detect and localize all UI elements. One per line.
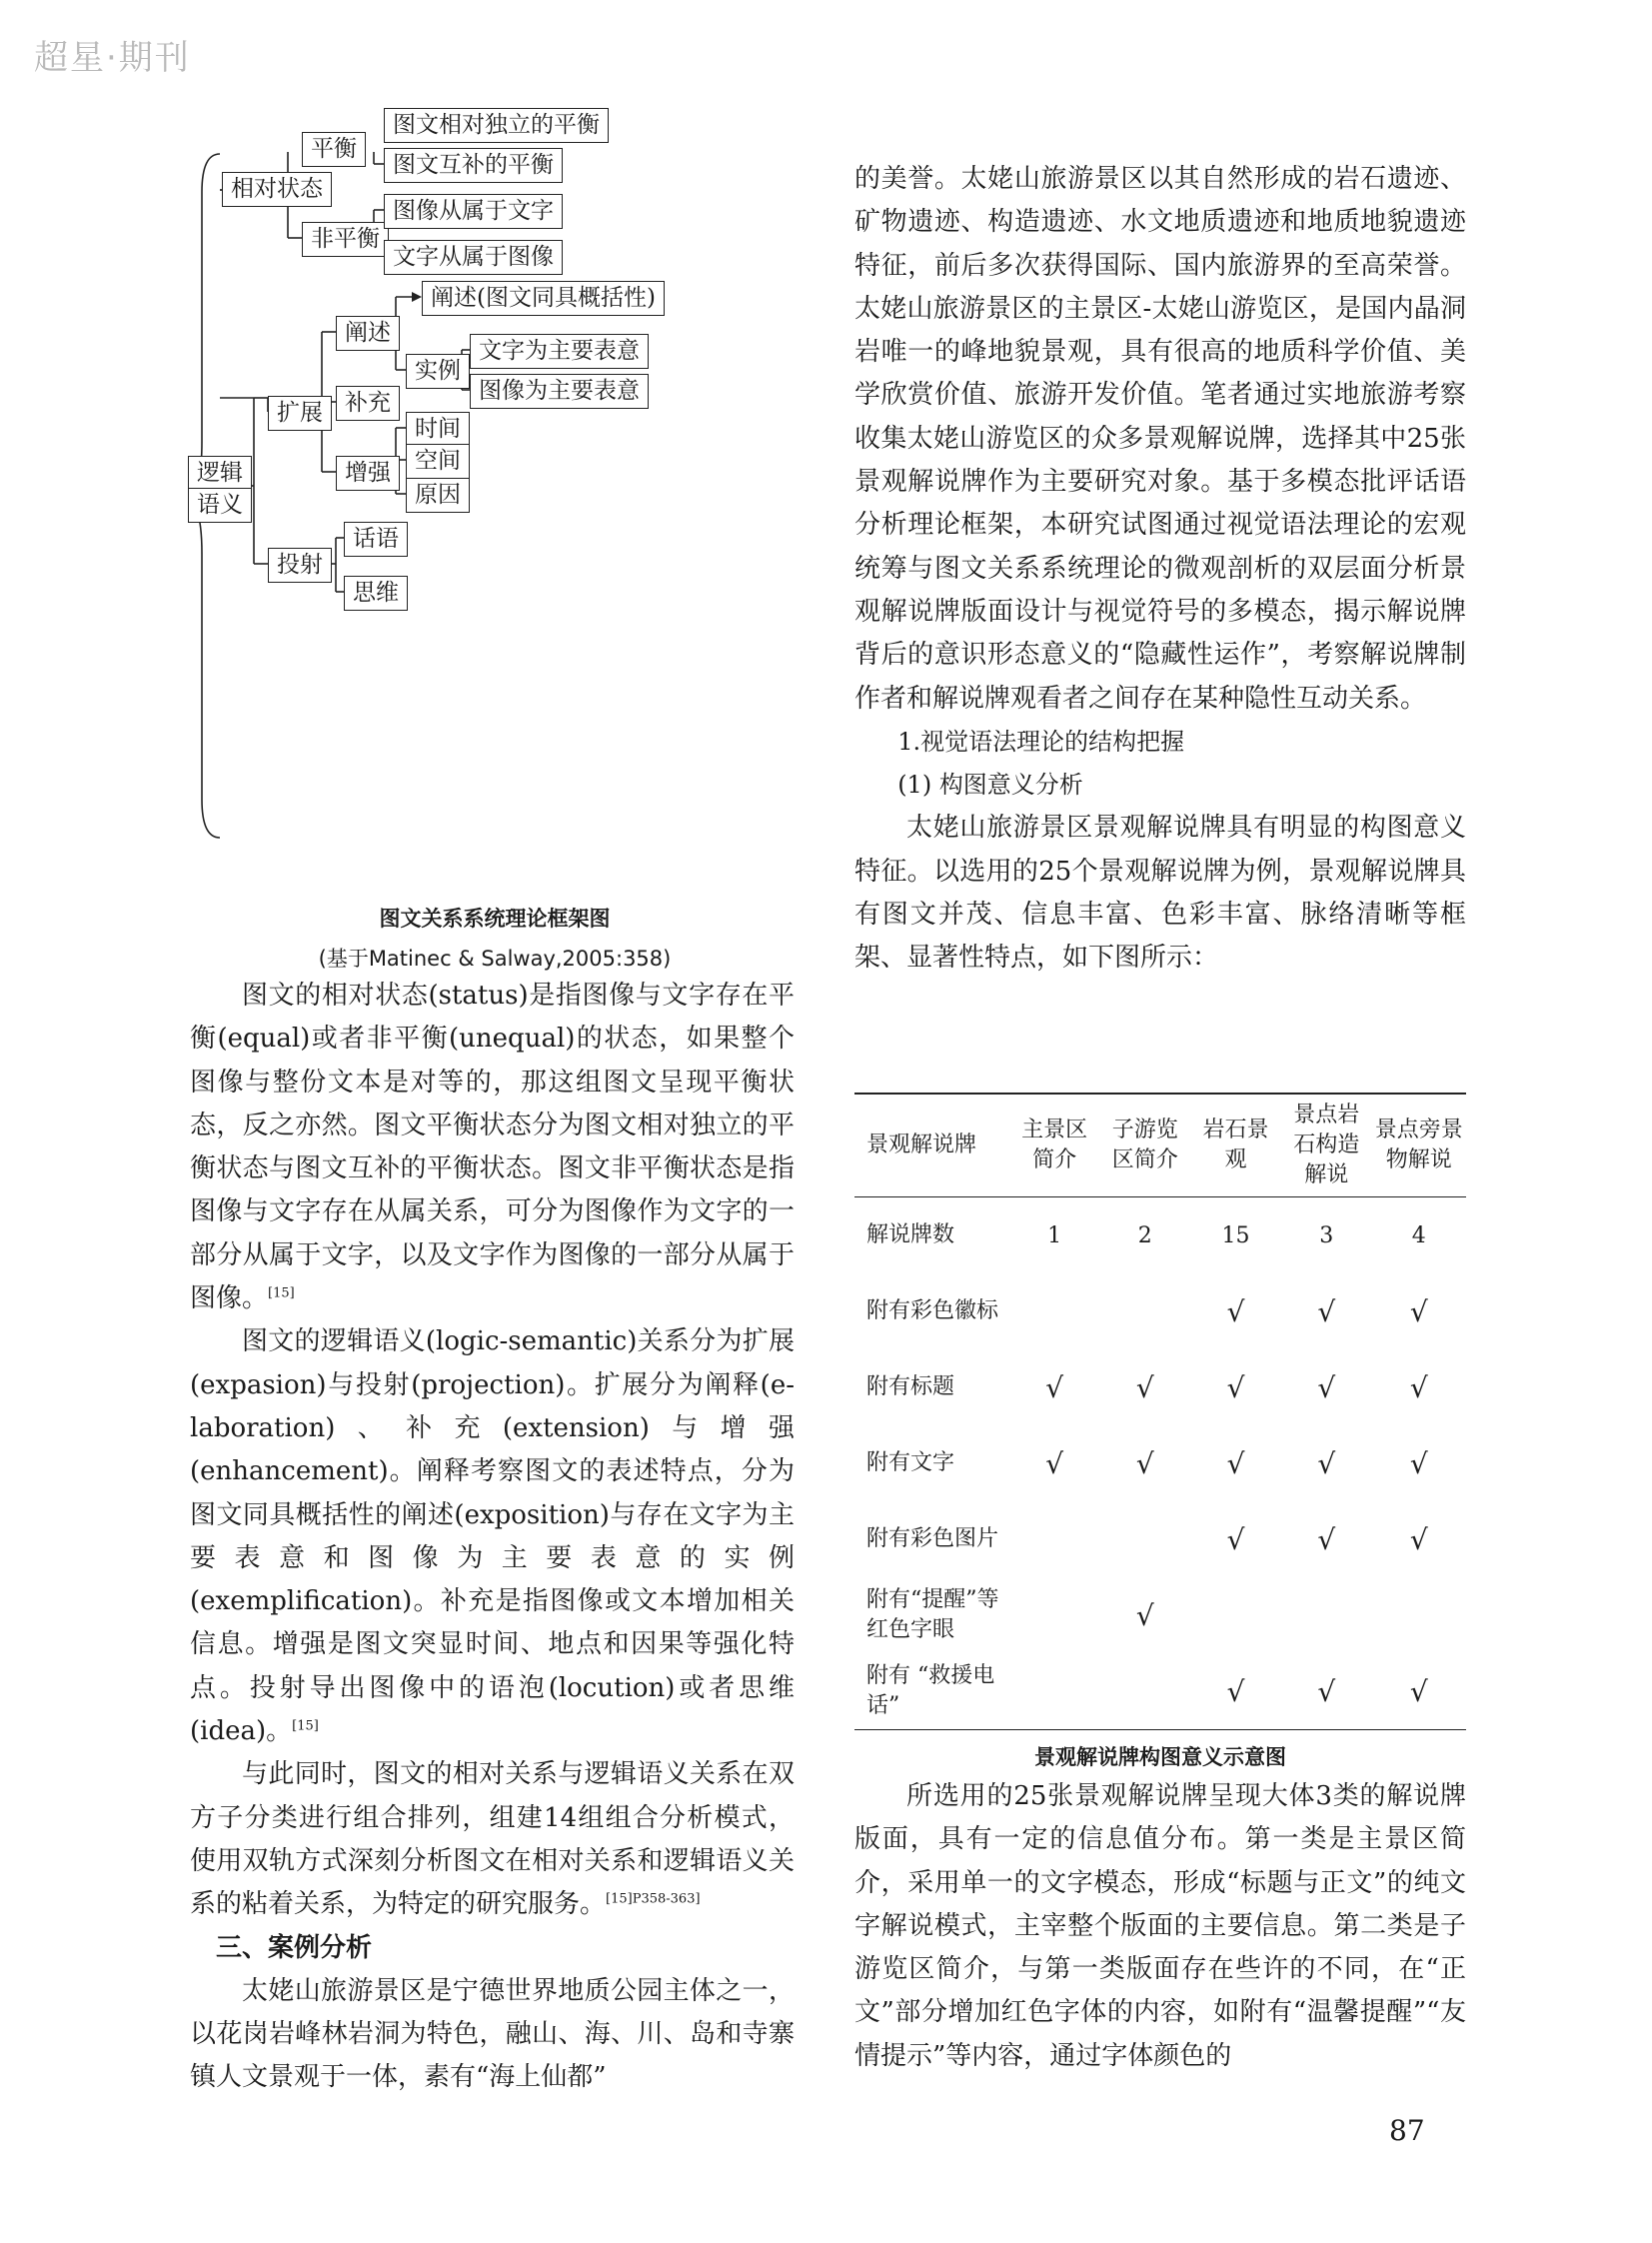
table-cell: [1099, 1653, 1190, 1730]
table-cell: √: [1135, 1446, 1154, 1480]
figure-caption: 图文关系系统理论框架图: [379, 907, 611, 931]
column-header: 景观解说牌: [866, 1132, 977, 1157]
table-cell: √: [1409, 1522, 1428, 1556]
column-header: 景点岩石构造解说: [1293, 1103, 1360, 1187]
citation: [15]: [292, 1718, 319, 1734]
table-cell: √: [1226, 1370, 1245, 1404]
subsection-heading: 1.视觉语法理论的结构把握: [897, 727, 1185, 756]
subsection-heading: (1) 构图意义分析: [897, 771, 1083, 800]
paragraph-text: 图文的相对状态(status)是指图像与文字存在平衡(equal)或者非平衡(unequal)的状态，如果整个图像与整份文本是对等的，那这组图文呈现平衡状态，反之亦然。图文平衡状态分为图文相对独立的平衡状态与图文互补的平衡状态。图文非平衡状态是指图像与文字存在从属关系，可分为图像作为文字的一部分从属于文字，以及文字作为图像的一部分从属于图像。: [190, 981, 795, 1314]
right-column: [854, 158, 1466, 981]
node-balance-complementary: 图文互补的平衡: [384, 148, 563, 183]
column-header: 主景区简介: [1021, 1118, 1088, 1172]
table-cell: [1009, 1501, 1100, 1577]
table-cell: √: [1317, 1446, 1336, 1480]
node-time: 时间: [406, 412, 470, 447]
table-cell: √: [1045, 1370, 1064, 1404]
figure-source: (基于Matinec & Salway,2005:358): [318, 947, 672, 971]
node-balance: 平衡: [302, 132, 366, 167]
table-cell: √: [1409, 1294, 1428, 1328]
node-logic: 逻辑: [188, 456, 252, 491]
node-exposition: 阐述(图文同具概括性): [422, 281, 665, 316]
table-row: [854, 1577, 1466, 1653]
row-label: 附有标题: [866, 1374, 955, 1399]
table-cell: 1: [1047, 1222, 1062, 1248]
table-caption: 景观解说牌构图意义示意图: [1034, 1745, 1286, 1769]
table-cell: √: [1317, 1674, 1336, 1708]
table-cell: 3: [1319, 1222, 1334, 1248]
table-cell: √: [1226, 1522, 1245, 1556]
column-header: 景点旁景物解说: [1374, 1118, 1463, 1172]
table-row: [854, 1653, 1466, 1730]
table-cell: 4: [1411, 1222, 1426, 1248]
table-row: [854, 1197, 1466, 1274]
table-cell: [1372, 1577, 1466, 1653]
section-heading: 三、案例分析: [216, 1932, 373, 1963]
table-cell: √: [1409, 1674, 1428, 1708]
table-row: [854, 1425, 1466, 1501]
citation: [15]: [268, 1285, 295, 1301]
table-cell: [1281, 1577, 1372, 1653]
table-cell: 2: [1137, 1222, 1152, 1248]
table-cell: [1190, 1577, 1281, 1653]
node-text-main: 文字为主要表意: [470, 334, 649, 369]
paragraph: [190, 1320, 795, 1753]
paragraph: 的美誉。太姥山旅游景区以其自然形成的岩石遗迹、矿物遗迹、构造遗迹、水文地质遗迹和地质地貌遗迹特征，前后多次获得国际、国内旅游界的至高荣誉。太姥山旅游景区的主景区-太姥山游览区，是国内晶洞岩唯一的峰地貌景观，具有很高的地质科学价值、美学欣赏价值、旅游开发价值。笔者通过实地旅游考察收集太姥山游览区的众多景观解说牌，选择其中25张景观解说牌作为主要研究对象。基于多模态批评话语分析理论框架，本研究试图通过视觉语法理论的宏观统筹与图文关系系统理论的微观剖析的双层面分析景观解说牌版面设计与视觉符号的多模态，揭示解说牌背后的意识形态意义的“隐藏性运作”，考察解说牌制作者和解说牌观看者之间存在某种隐性互动关系。: [854, 164, 1466, 714]
node-image-sub-text: 图像从属于文字: [384, 194, 563, 229]
row-label: 附有彩色图片: [866, 1526, 999, 1551]
table-cell: √: [1045, 1446, 1064, 1480]
node-balance-independent: 图文相对独立的平衡: [384, 108, 609, 143]
table-cell: [1009, 1653, 1100, 1730]
node-image-main: 图像为主要表意: [470, 374, 649, 409]
node-projection: 投射: [268, 548, 332, 583]
node-expansion: 扩展: [268, 396, 332, 431]
node-relative-state: 相对状态: [222, 172, 332, 207]
table-row: [854, 1349, 1466, 1425]
paragraph-text: 图文的逻辑语义(logic-semantic)关系分为扩展(expasion)与投射(projection)。扩展分为阐释(e-laboration)、补充(extension)与增强(enhancement)。阐释考察图文的表述特点，分为图文同具概括性的阐述(exposition)与存在文字为主要表意和图像为主要表意的实例(exemplification)。补充是指图像或文本增加相关信息。增强是图文突显时间、地点和因果等强化特点。投射导出图像中的语泡(locution)或者思维(idea)。: [190, 1326, 795, 1747]
table-cell: 15: [1221, 1222, 1250, 1248]
node-imbalance: 非平衡: [302, 222, 389, 257]
paragraph: [190, 1753, 795, 1926]
paragraph: 太姥山旅游景区是宁德世界地质公园主体之一，以花岗岩峰林岩洞为特色，融山、海、川、岛和寺寨镇人文景观于一体，素有“海上仙都”: [190, 1975, 795, 2093]
node-idea: 思维: [344, 576, 408, 611]
table-header-row: [854, 1094, 1466, 1197]
table-cell: √: [1135, 1598, 1154, 1632]
paragraph: 太姥山旅游景区景观解说牌具有明显的构图意义特征。以选用的25个景观解说牌为例，景观解说牌具有图文并茂、信息丰富、色彩丰富、脉络清晰等框架、显著性特点，如下图所示：: [854, 813, 1466, 974]
paragraph-text: 与此同时，图文的相对关系与逻辑语义关系在双方子分类进行组合排列，组建14组组合分析模式，使用双轨方式深刻分析图文在相对关系和逻辑语义关系的粘着关系，为特定的研究服务。: [190, 1759, 795, 1920]
composition-table: [854, 1093, 1466, 1730]
node-text-sub-image: 文字从属于图像: [384, 240, 563, 275]
table-cell: √: [1226, 1294, 1245, 1328]
paragraph: [190, 975, 795, 1320]
node-elaboration: 阐述: [336, 316, 400, 351]
node-enhancement: 增强: [336, 456, 400, 491]
node-example: 实例: [406, 354, 470, 389]
node-cause: 原因: [406, 478, 470, 513]
brand-watermark: 超星·期刊: [34, 38, 191, 78]
paragraph: 所选用的25张景观解说牌呈现大体3类的解说牌版面，具有一定的信息值分布。第一类是主景区简介，采用单一的文字模态，形成“标题与正文”的纯文字解说模式，主宰整个版面的主要信息。第二类是子游览区简介，与第一类版面存在些许的不同，在“正文”部分增加红色字体的内容，如附有“温馨提醒”“友情提示”等内容，通过字体颜色的: [854, 1781, 1466, 2071]
table-cell: √: [1317, 1370, 1336, 1404]
column-header: 岩石景观: [1202, 1118, 1269, 1172]
node-extension: 补充: [336, 386, 400, 421]
table-row: [854, 1273, 1466, 1349]
node-semantic: 语义: [188, 488, 252, 523]
table-cell: [1009, 1273, 1100, 1349]
table-cell: √: [1317, 1294, 1336, 1328]
framework-diagram: [190, 112, 810, 872]
right-column-continued: [854, 1775, 1466, 2078]
table-cell: [1099, 1273, 1190, 1349]
table-cell: √: [1409, 1370, 1428, 1404]
table-cell: [1099, 1501, 1190, 1577]
table-cell: √: [1409, 1446, 1428, 1480]
left-column: [190, 975, 795, 2100]
table-row: [854, 1501, 1466, 1577]
page-number: 87: [1389, 2114, 1425, 2147]
node-locution: 话语: [344, 522, 408, 557]
citation: [15]P358-363]: [606, 1891, 701, 1907]
row-label: 附有“提醒”等红色字眼: [866, 1587, 999, 1642]
table-cell: [1009, 1577, 1100, 1653]
row-label: 附有彩色徽标: [866, 1298, 999, 1323]
row-label: 解说牌数: [866, 1222, 955, 1247]
table-cell: √: [1226, 1446, 1245, 1480]
column-header: 子游览区简介: [1111, 1118, 1178, 1172]
table-cell: √: [1317, 1522, 1336, 1556]
row-label: 附有 “救援电话”: [866, 1663, 995, 1718]
table-cell: √: [1226, 1674, 1245, 1708]
node-space: 空间: [406, 444, 470, 479]
table-cell: √: [1135, 1370, 1154, 1404]
row-label: 附有文字: [866, 1450, 955, 1475]
